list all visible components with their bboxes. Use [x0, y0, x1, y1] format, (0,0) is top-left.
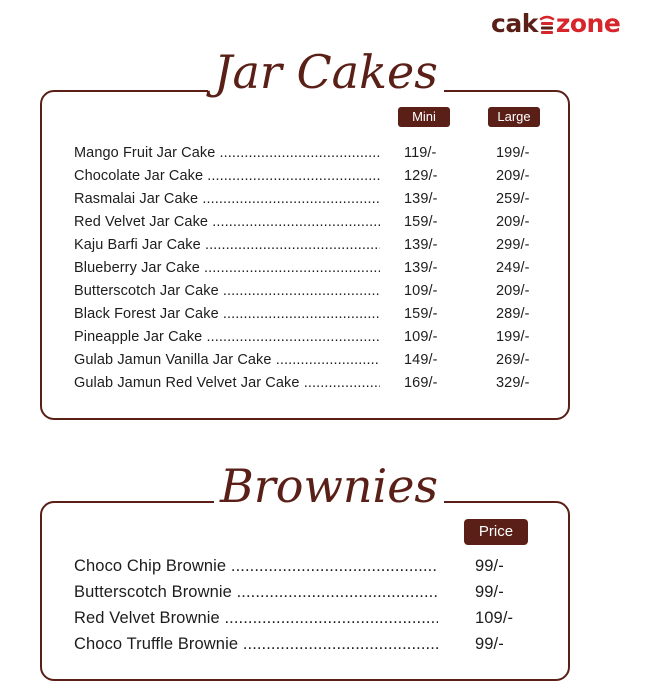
large-column-header: Large — [488, 107, 540, 127]
list-item — [74, 210, 530, 233]
item-price: 109/- — [475, 608, 514, 627]
large-price: 249/- — [496, 259, 530, 276]
mini-price: 129/- — [404, 167, 438, 184]
list-item — [74, 233, 530, 256]
jar-cakes-list — [74, 141, 530, 394]
list-item — [74, 187, 530, 210]
list-item — [74, 302, 530, 325]
brand-logo — [491, 9, 620, 39]
jar-cakes-title: Jar Cakes — [208, 44, 444, 100]
large-price: 199/- — [496, 328, 530, 345]
large-price: 299/- — [496, 236, 530, 253]
list-item — [74, 164, 530, 187]
brownies-list — [74, 553, 514, 657]
item-name: Pineapple Jar Cake ..... — [74, 329, 380, 345]
list-item — [74, 141, 530, 164]
logo-text-zone: zone — [555, 9, 621, 38]
cake-slice-icon — [539, 13, 555, 35]
list-item — [74, 348, 530, 371]
item-name: Choco Truffle Brownie ..... — [74, 635, 438, 654]
item-name: Butterscotch Brownie ..... — [74, 583, 438, 602]
large-price: 269/- — [496, 351, 530, 368]
logo-text-cak: cak — [491, 9, 538, 38]
item-price: 99/- — [475, 634, 504, 653]
list-item — [74, 279, 530, 302]
brownies-title: Brownies — [214, 458, 444, 514]
list-item — [74, 256, 530, 279]
large-price: 329/- — [496, 374, 530, 391]
mini-price: 159/- — [404, 213, 438, 230]
item-price: 99/- — [475, 556, 504, 575]
list-item — [74, 605, 514, 631]
list-item — [74, 631, 504, 657]
mini-price: 139/- — [404, 236, 438, 253]
item-name: Rasmalai Jar Cake ..... — [74, 191, 380, 207]
item-name: Chocolate Jar Cake ..... — [74, 168, 380, 184]
list-item — [74, 325, 530, 348]
item-name: Blueberry Jar Cake ..... — [74, 260, 380, 276]
item-name: Gulab Jamun Red Velvet Jar Cake ..... — [74, 375, 380, 391]
list-item — [74, 371, 530, 394]
list-item — [74, 553, 504, 579]
large-price: 259/- — [496, 190, 530, 207]
item-name: Red Velvet Jar Cake ..... — [74, 214, 380, 230]
item-price: 99/- — [475, 582, 504, 601]
list-item — [74, 579, 504, 605]
mini-price: 149/- — [404, 351, 438, 368]
item-name: Red Velvet Brownie ..... — [74, 609, 438, 628]
large-price: 209/- — [496, 282, 530, 299]
mini-price: 139/- — [404, 259, 438, 276]
large-price: 209/- — [496, 213, 530, 230]
large-price: 199/- — [496, 144, 530, 161]
mini-price: 119/- — [404, 144, 437, 161]
mini-price: 139/- — [404, 190, 438, 207]
price-column-header: Price — [464, 519, 528, 545]
mini-price: 169/- — [404, 374, 438, 391]
item-name: Gulab Jamun Vanilla Jar Cake ..... — [74, 352, 380, 368]
item-name: Butterscotch Jar Cake ..... — [74, 283, 380, 299]
mini-price: 159/- — [404, 305, 438, 322]
mini-price: 109/- — [404, 282, 438, 299]
item-name: Kaju Barfi Jar Cake ..... — [74, 237, 380, 253]
mini-column-header: Mini — [398, 107, 450, 127]
mini-price: 109/- — [404, 328, 438, 345]
item-name: Mango Fruit Jar Cake ..... — [74, 145, 380, 161]
large-price: 209/- — [496, 167, 530, 184]
item-name: Black Forest Jar Cake ..... — [74, 306, 380, 322]
large-price: 289/- — [496, 305, 530, 322]
item-name: Choco Chip Brownie ..... — [74, 557, 438, 576]
